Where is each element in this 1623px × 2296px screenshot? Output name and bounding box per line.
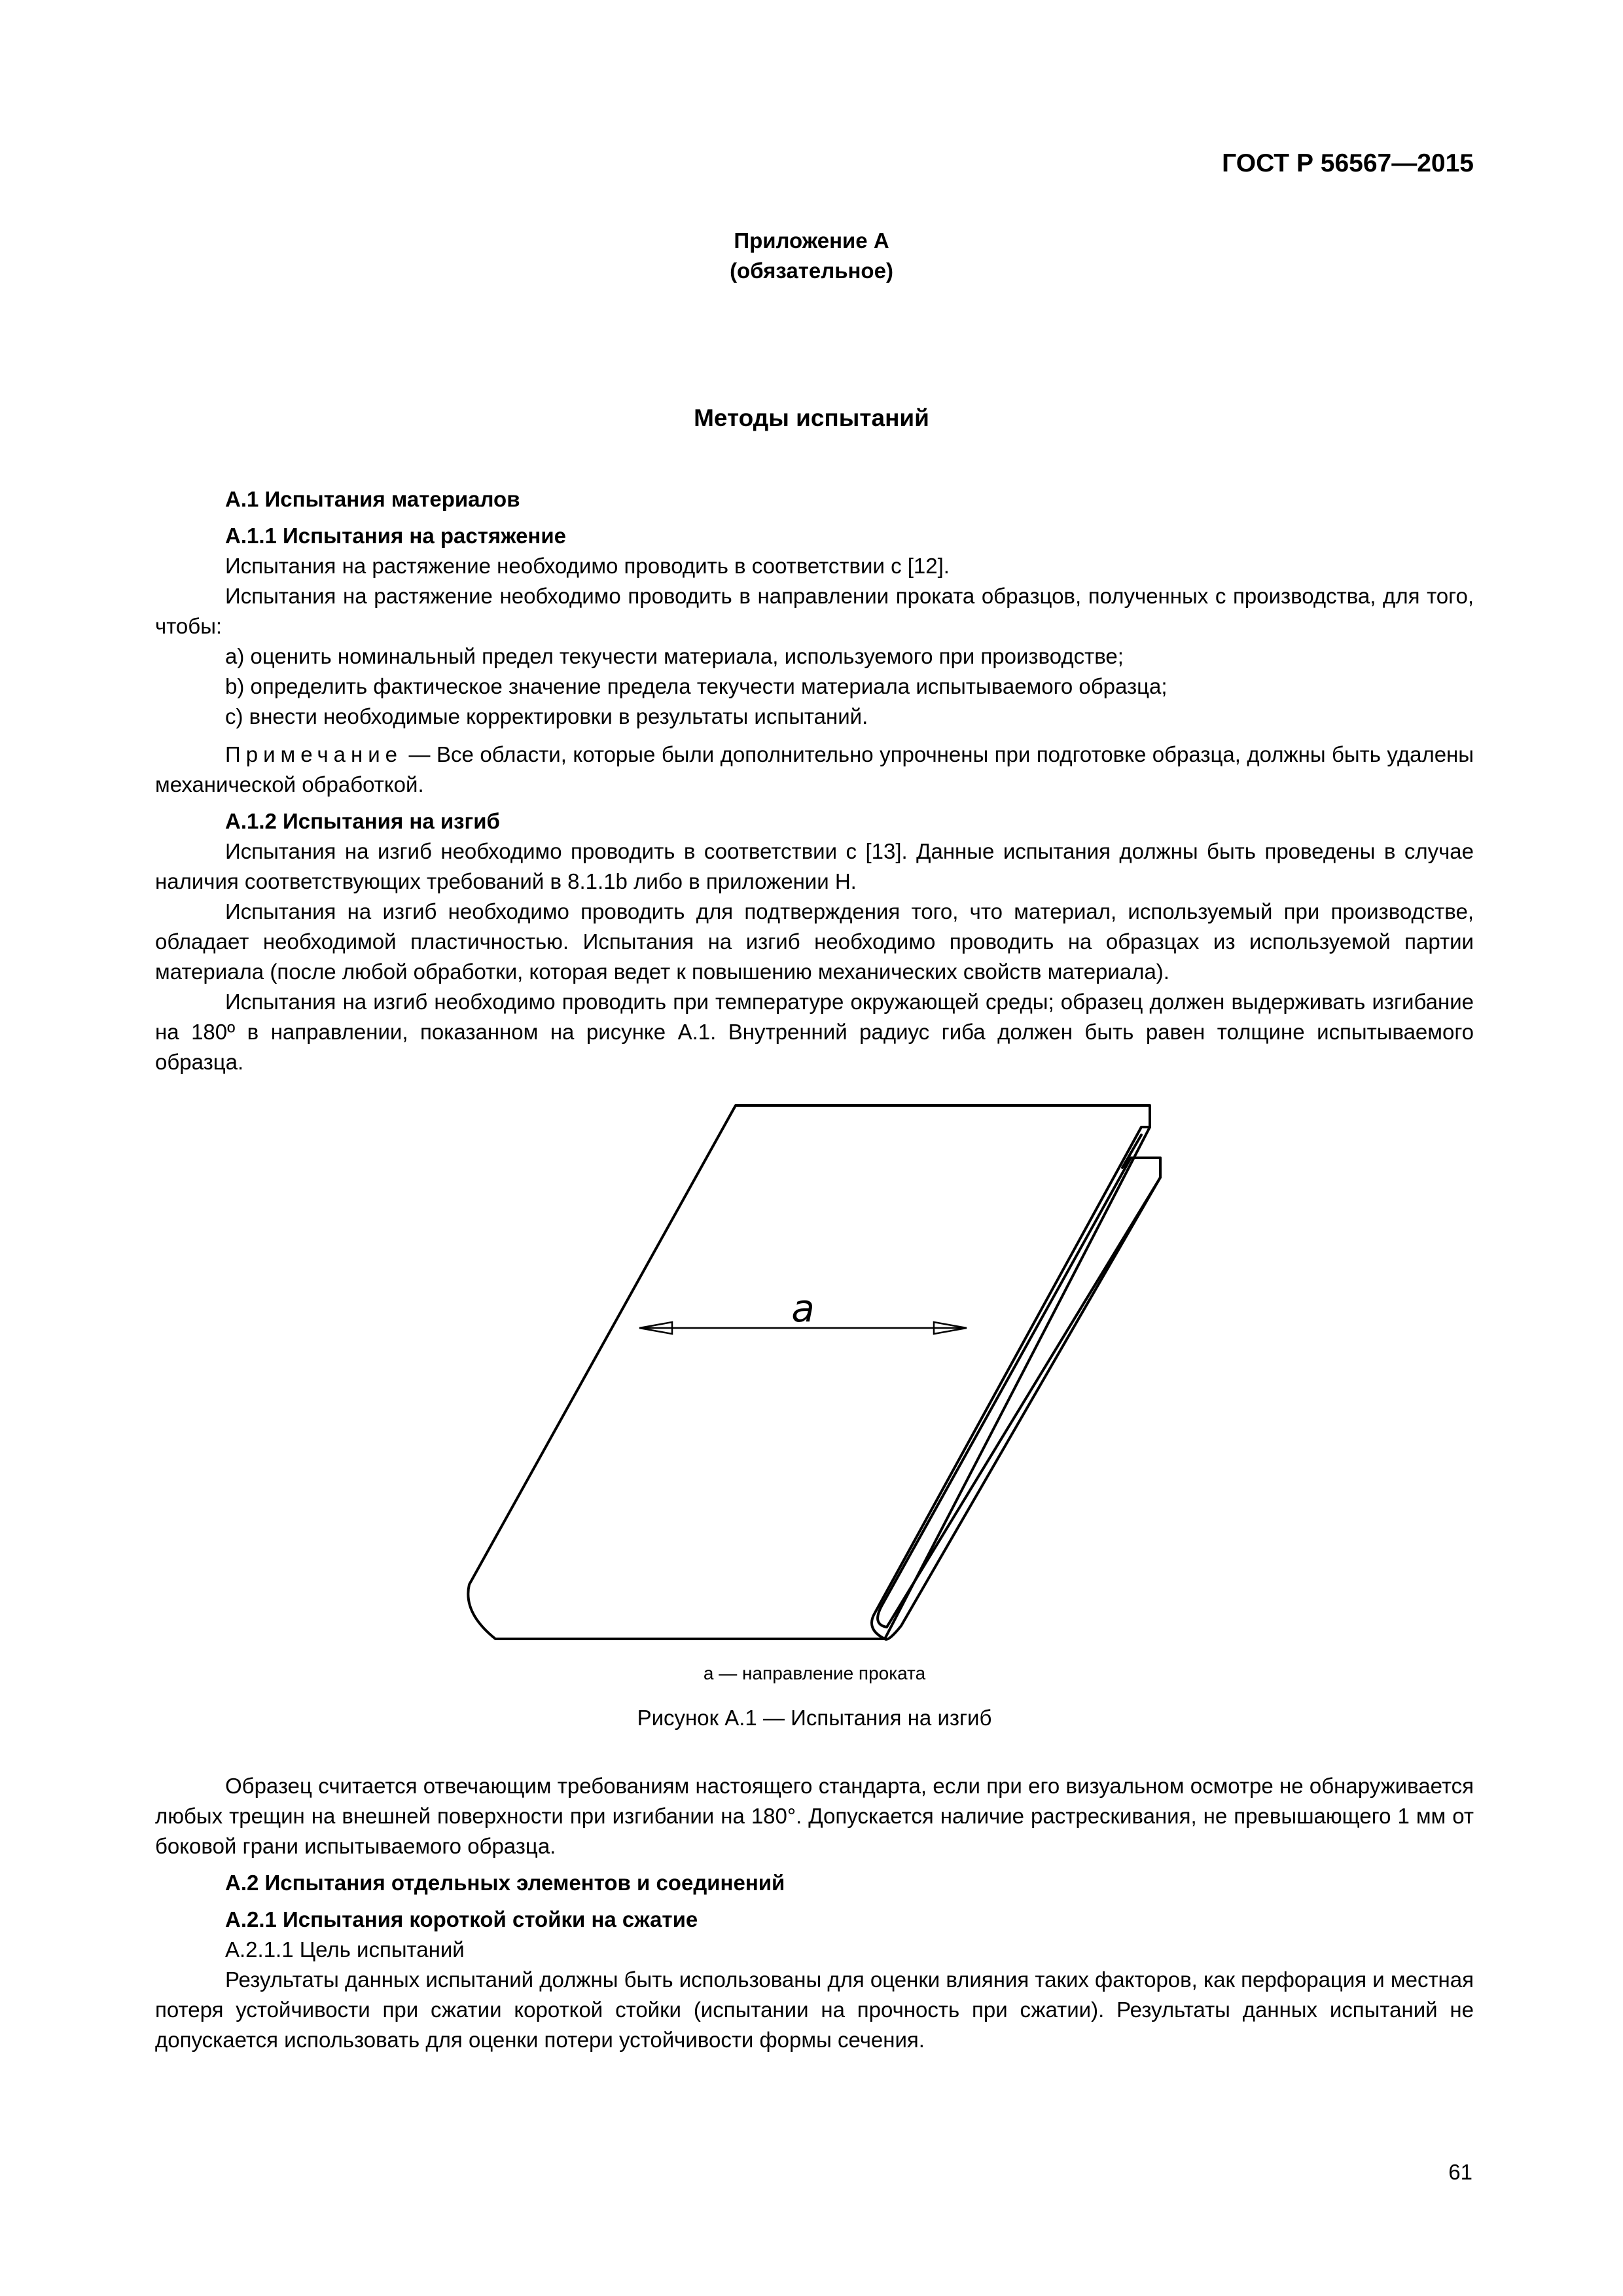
bend-edge (872, 1127, 1150, 1639)
paragraph: Образец считается отвечающим требованиям настоящего стандарта, если при его визуальном осмотре не обнаруживается любых трещин на внешней поверхности при изгибании на 180°. Допускается наличие растрескивания, не превышающего 1 мм от боковой грани испытываемого образца. (155, 1774, 1474, 1858)
list-item: c) внести необходимые корректировки в результаты испытаний. (225, 704, 868, 728)
page-number: 61 (1448, 2160, 1472, 2184)
figure-bend-test (155, 1096, 1474, 1659)
note-label: Примечание (225, 742, 403, 766)
heading-a12: А.1.2 Испытания на изгиб (225, 809, 500, 833)
figure-legend: а — направление проката (703, 1663, 926, 1683)
bend-specimen-drawing (155, 1096, 1474, 1659)
document-code: ГОСТ Р 56567—2015 (1222, 149, 1474, 177)
heading-a21: А.2.1 Испытания короткой стойки на сжатие (225, 1907, 698, 1931)
appendix-heading (0, 226, 1623, 286)
list-item: a) оценить номинальный предел текучести материала, используемого при производстве; (225, 644, 1124, 668)
heading-a1: А.1 Испытания материалов (225, 487, 520, 511)
dimension-label: a (791, 1286, 815, 1331)
list-item: b) определить фактическое значение предела текучести материала испытываемого образца; (225, 674, 1168, 698)
heading-a11: А.1.1 Испытания на растяжение (225, 524, 567, 548)
figure-caption: Рисунок А.1 — Испытания на изгиб (637, 1706, 992, 1730)
document-body (155, 484, 1474, 2055)
subheading-a211: А.2.1.1 Цель испытаний (225, 1937, 465, 1962)
paragraph: Испытания на растяжение необходимо проводить в соответствии с [12]. (225, 554, 950, 578)
note (155, 740, 1474, 800)
note-text: — Все области, которые были дополнительно упрочнены при подготовке образца, должны быть удалены механической обработкой. (155, 742, 1474, 797)
paragraph: Испытания на изгиб необходимо проводить в соответствии с [13]. Данные испытания должны быть проведены в случае наличия соответствующих требований в 8.1.1b либо в приложении Н. (155, 839, 1474, 893)
paragraph: Испытания на растяжение необходимо проводить в направлении проката образцов, полученных с производства, для того, чтобы: (155, 584, 1474, 638)
appendix-title: Приложение А (734, 228, 889, 253)
appendix-status: (обязательное) (730, 259, 893, 283)
heading-a2: А.2 Испытания отдельных элементов и соединений (225, 1871, 785, 1895)
paragraph: Испытания на изгиб необходимо проводить для подтверждения того, что материал, используемый при производстве, обладает необходимой пластичностью. Испытания на изгиб необходимо проводить на образцах из используемой партии материала (после любой обработки, которая ведет к повышению механических свойств материала). (155, 899, 1474, 984)
paragraph: Испытания на изгиб необходимо проводить при температуре окружающей среды; образец должен выдерживать изгибание на 180º в направлении, показанном на рисунке А.1. Внутренний радиус гиба должен быть равен толщине испытываемого образца. (155, 990, 1474, 1074)
section-title: Методы испытаний (694, 404, 929, 431)
inner-slot (878, 1158, 1160, 1627)
paragraph: Результаты данных испытаний должны быть использованы для оценки влияния таких факторов, как перфорация и местная потеря устойчивости при сжатии короткой стойки (испытании на прочность при сжатии). Результаты данных испытаний не допускается использовать для оценки потери устойчивости формы сечения. (155, 1967, 1474, 2052)
